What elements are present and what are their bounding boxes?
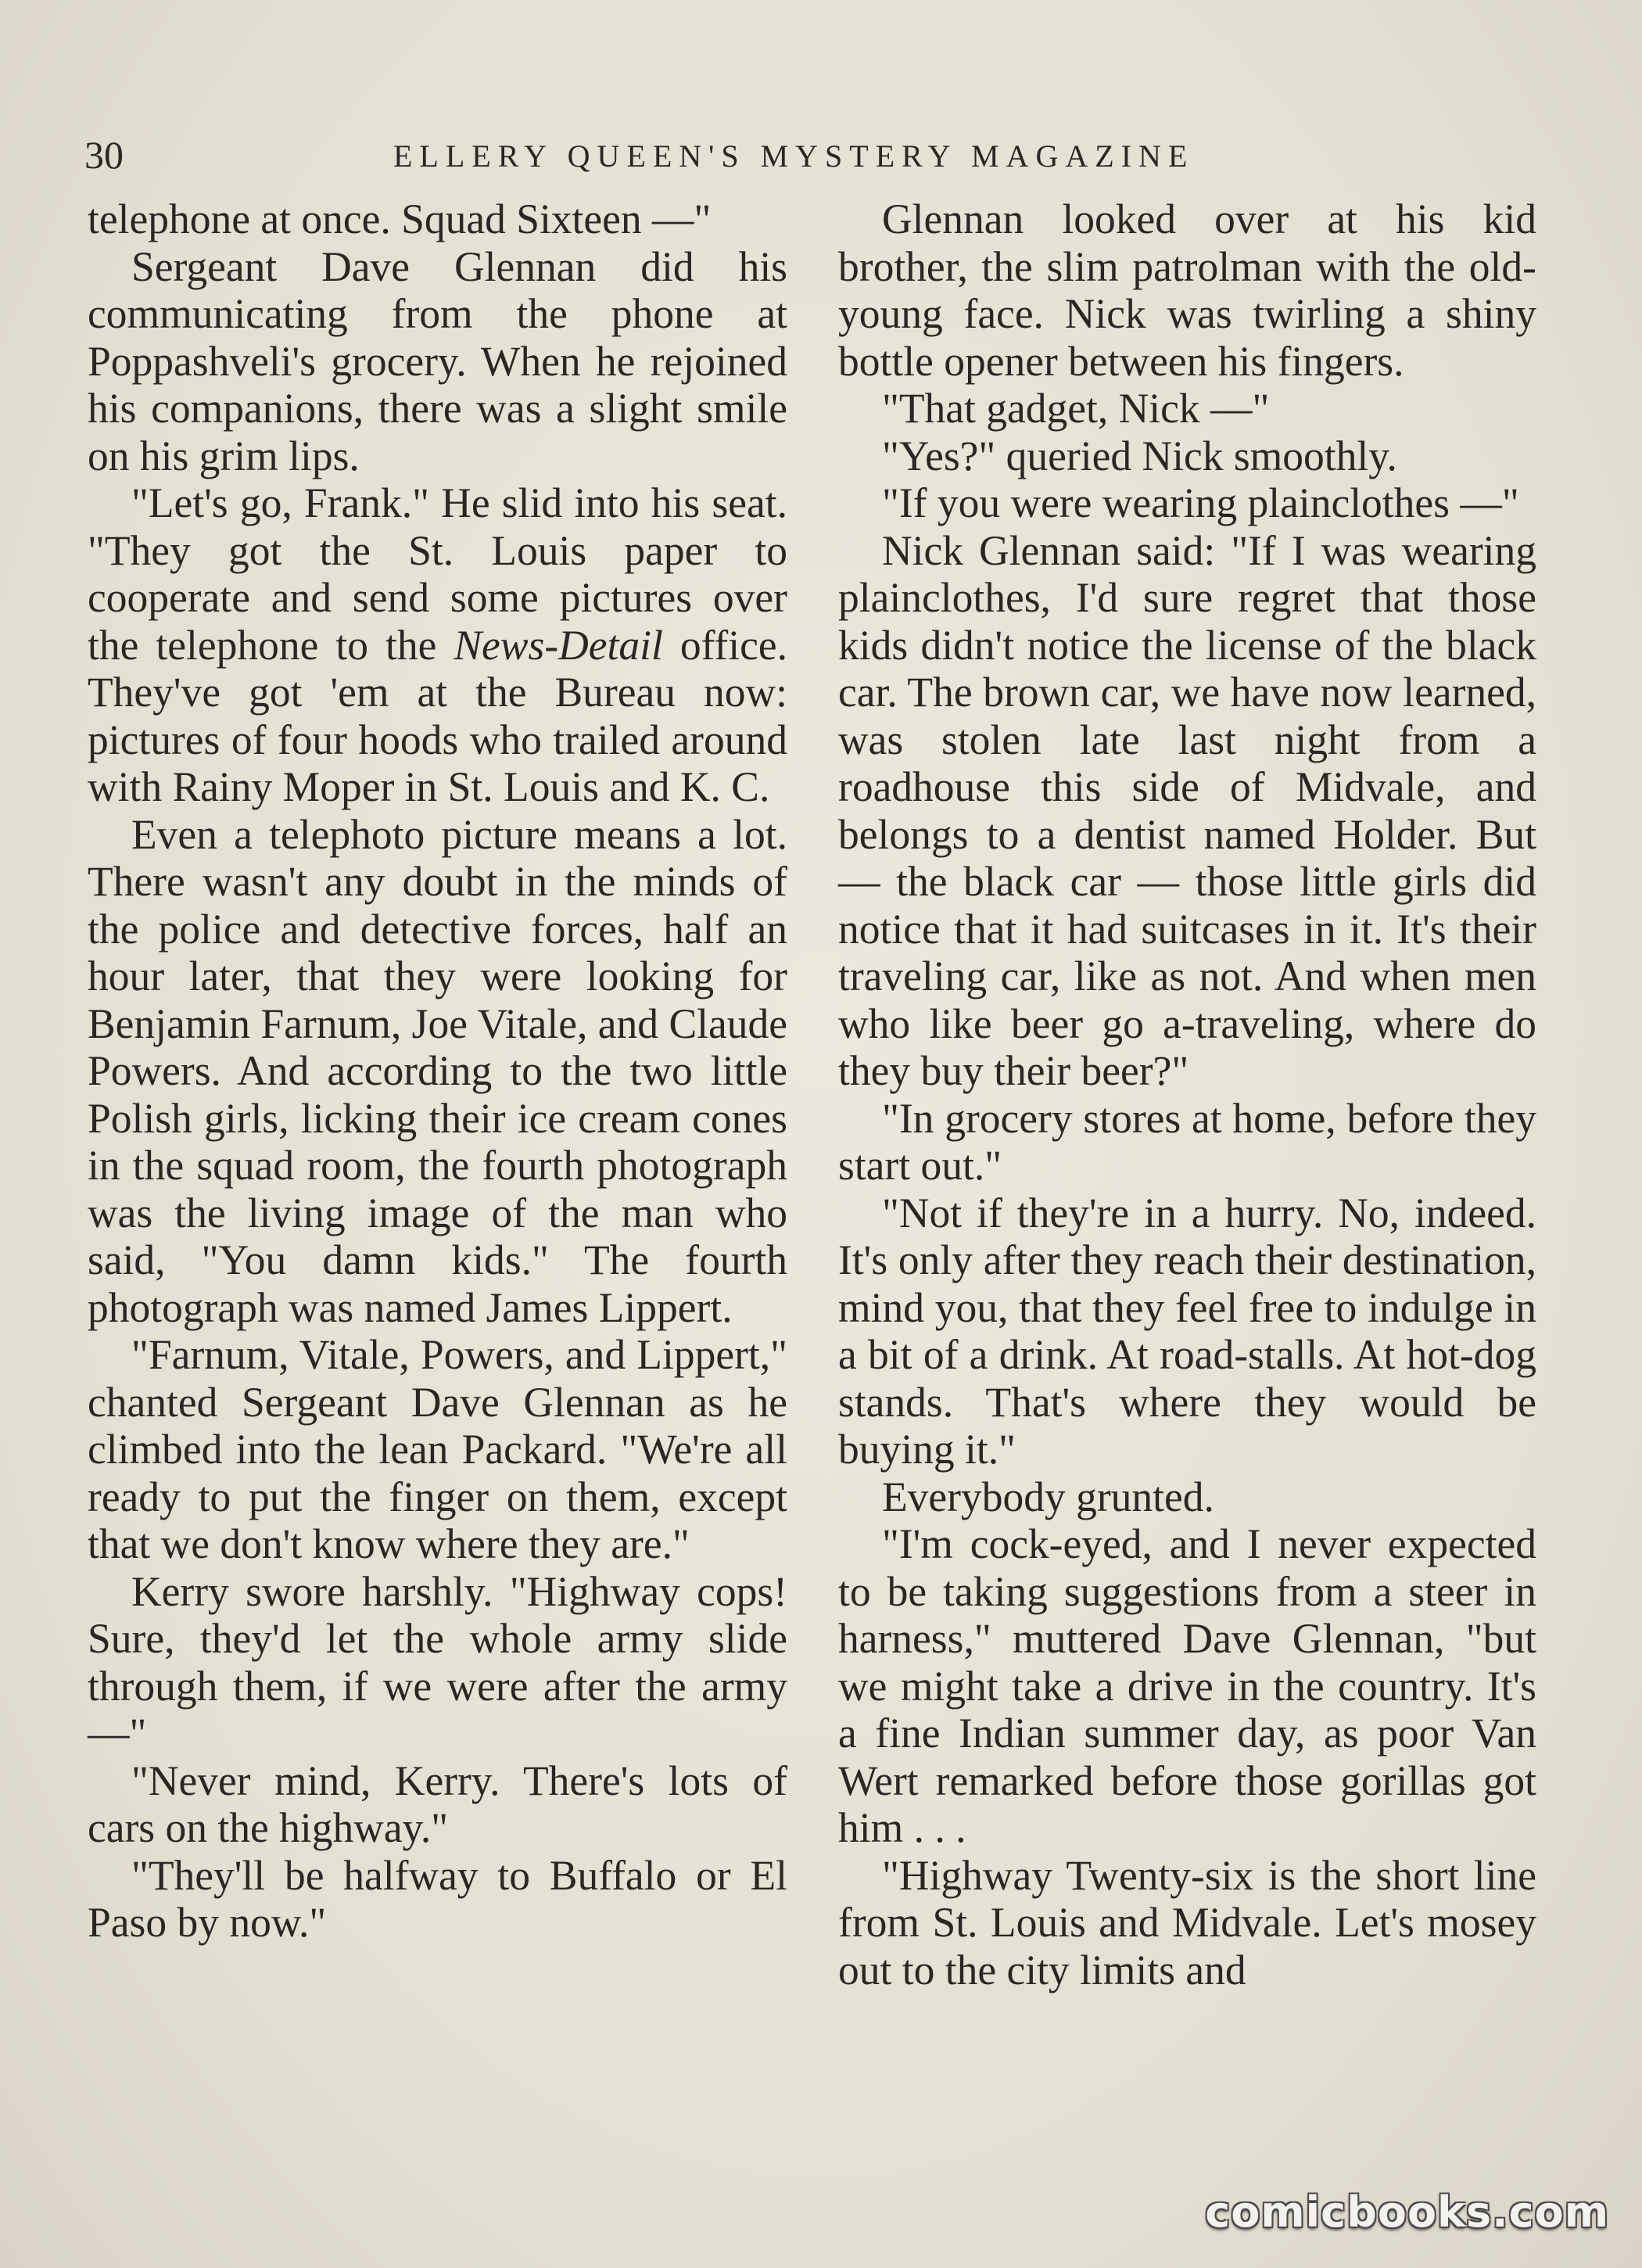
page-number: 30 (84, 133, 124, 177)
right-column (838, 196, 1536, 1993)
paragraph: Kerry swore harshly. "Highway cops! Sure, they'd let the whole army slide through them, if we were after the army —" (88, 1567, 787, 1757)
paragraph: Everybody grunted. (882, 1473, 1214, 1520)
paragraph: Sergeant Dave Glennan did his communicating from the phone at Poppashveli's grocery. When he rejoined his companions, there was a slight smile on his grim lips. (88, 242, 787, 479)
paragraph: Nick Glennan said: "If I was wearing plainclothes, I'd sure regret that those kids didn't notice the license of the black car. The brown car, we have now learned, was stolen late last night from a roadhouse this side of Midvale, and belongs to a dentist named Holder. But — the black car — those little girls did notice that it had suitcases in it. It's their traveling car, like as not. And when men who like beer go a-traveling, where do they buy their beer?" (838, 526, 1536, 1094)
paragraph: "If you were wearing plainclothes —" (882, 479, 1519, 526)
watermark: comicbooks.com (1205, 2187, 1609, 2237)
paragraph: Even a telephoto picture means a lot. There wasn't any doubt in the minds of the police and detective forces, half an hour later, that they were looking for Benjamin Farnum, Joe Vitale, and Claude Powers. And according to the two little Polish girls, licking their ice cream cones in the squad room, the fourth photograph was the living image of the man who said, "You damn kids." The fourth photograph was named James Lippert. (88, 810, 787, 1331)
paragraph: Glennan looked over at his kid brother, the slim patrolman with the old-young face. Nick was twirling a shiny bottle opener between his fingers. (838, 196, 1536, 385)
running-head: ELLERY QUEEN'S MYSTERY MAGAZINE (393, 138, 1195, 174)
paragraph (88, 479, 787, 811)
paragraph: "That gadget, Nick —" (882, 385, 1270, 432)
newspaper-name: News-Detail (454, 621, 663, 669)
paragraph: "Farnum, Vitale, Powers, and Lippert," chanted Sergeant Dave Glennan as he climbed into the lean Packard. "We're all ready to put the finger on them, except that we don't know where they are." (88, 1331, 787, 1567)
paragraph: telephone at once. Squad Sixteen —" (88, 196, 712, 242)
paragraph: "Yes?" queried Nick smoothly. (882, 432, 1397, 479)
text-run: "Let's go, Frank." He slid into his seat. "They got the St. Louis paper to cooperate and send some pictures over the telephone to the (88, 479, 787, 669)
text-run: office. They've got 'em at the Bureau now: pictures of four hoods who trailed around with Rainy Moper in St. Louis and K. C. (88, 621, 787, 810)
paragraph: "Not if they're in a hurry. No, indeed. It's only after they reach their destination, mind you, that they feel free to indulge in a bit of a drink. At road-stalls. At hot-dog stands. That's where they would be buying it." (838, 1189, 1536, 1473)
paragraph: "They'll be halfway to Buffalo or El Paso by now." (88, 1851, 787, 1946)
page-header (84, 131, 1554, 178)
paragraph: "In grocery stores at home, before they start out." (838, 1094, 1536, 1189)
paragraph: "Highway Twenty-six is the short line from St. Louis and Midvale. Let's mosey out to the city limits and (838, 1851, 1536, 1993)
paragraph: "I'm cock-eyed, and I never expected to be taking suggestions from a steer in harness," muttered Dave Glennan, "but we might take a drive in the country. It's a fine Indian summer day, as poor Van Wert remarked before those gorillas got him . . . (838, 1520, 1536, 1851)
paragraph: "Never mind, Kerry. There's lots of cars on the highway." (88, 1757, 787, 1851)
left-column (88, 196, 787, 1947)
